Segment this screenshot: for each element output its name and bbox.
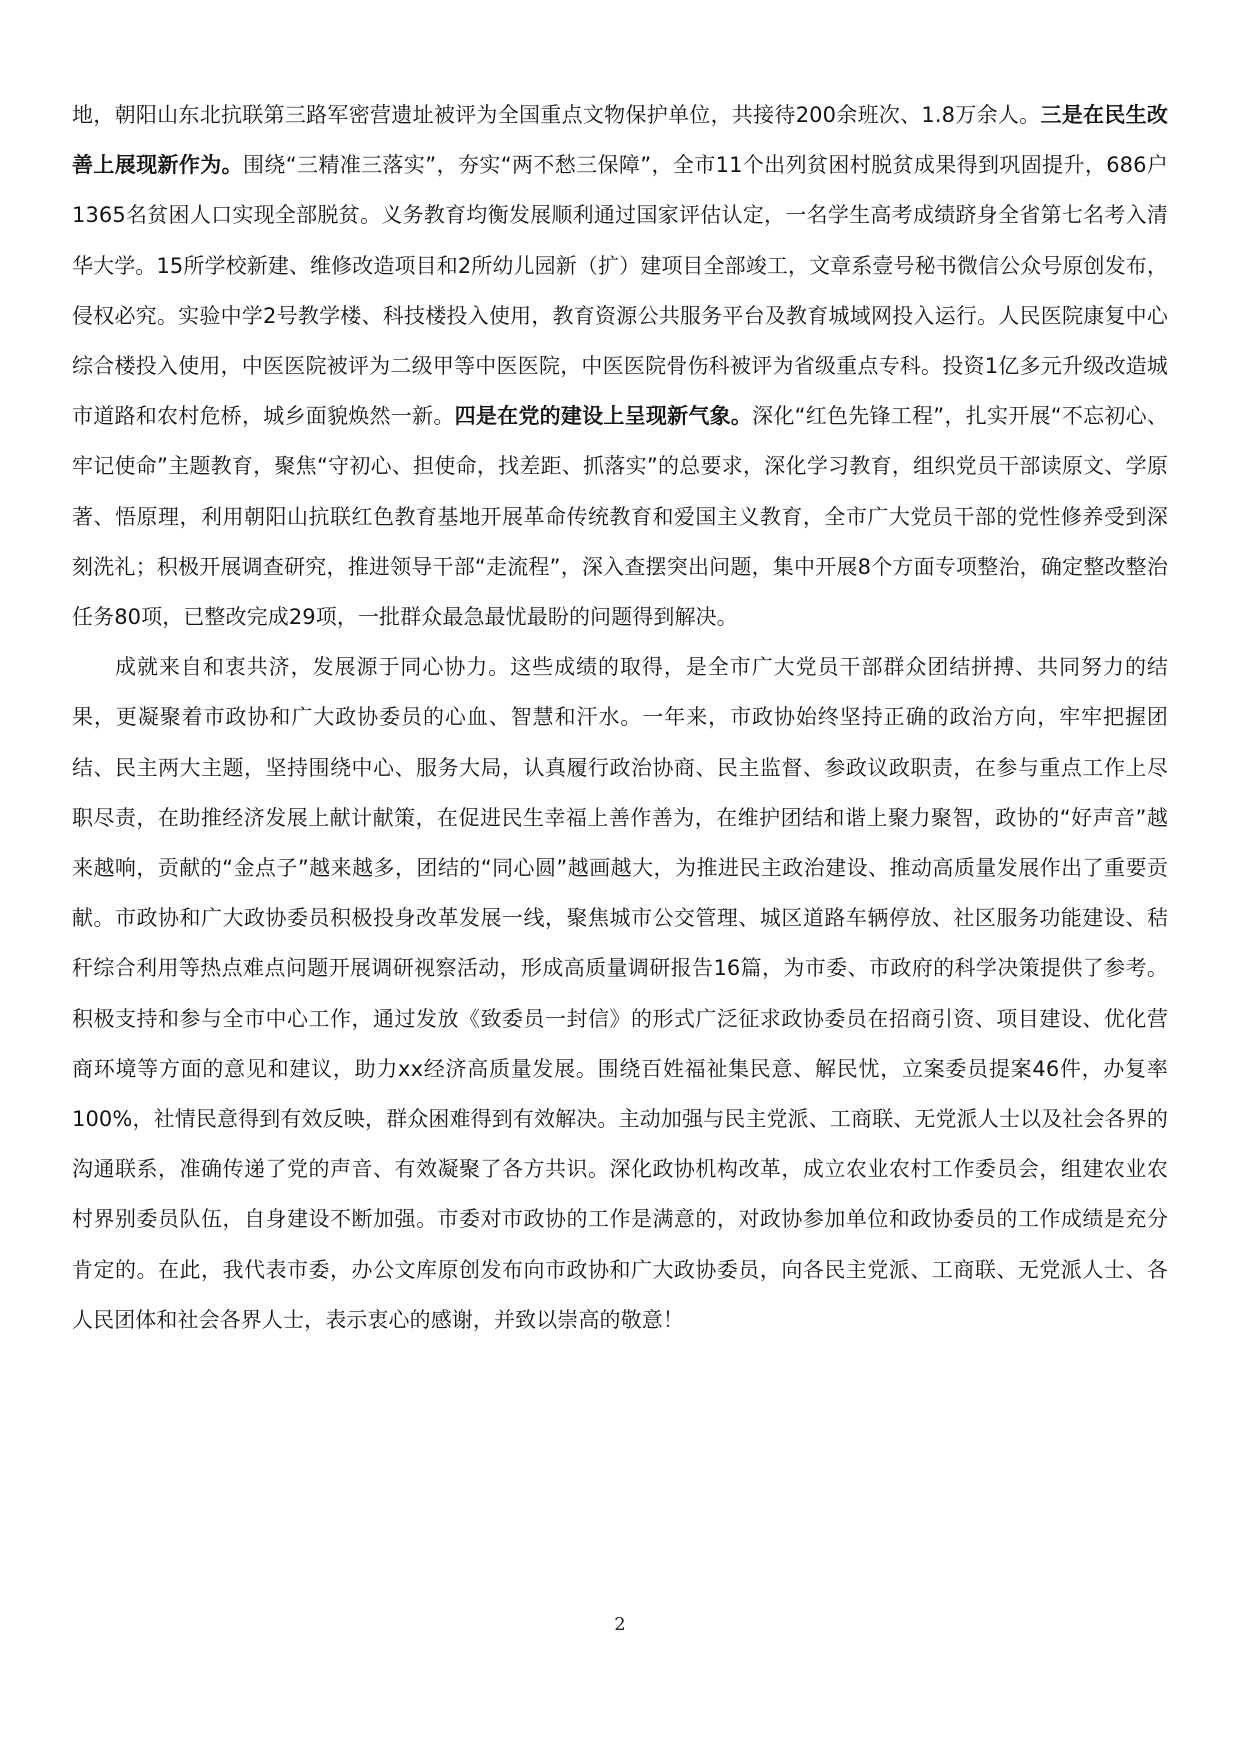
paragraph-1-text-a: 地，朝阳山东北抗联第三路军密营遗址被评为全国重点文物保护单位，共接待200余班次、1.8万余人。 [72, 103, 1041, 127]
paragraph-1-heading-four: 四是在党的建设上呈现新气象。 [454, 404, 753, 429]
document-body [72, 90, 1168, 1345]
paragraph-1-heading-three: 三是在民生改善上展现新作为。 [72, 103, 1168, 178]
paragraph-1-text-c: 深化“红色先锋工程”，扎实开展“不忘初心、牢记使命”主题教育，聚焦“守初心、担使命，找差距、抓落实”的总要求，深化学习教育，组织党员干部读原文、学原著、悟原理，利用朝阳山抗联红色教育基地开展革命传统教育和爱国主义教育，全市广大党员干部的党性修养受到深刻洗礼；积极开展调查研究，推进领导干部“走流程”，深入查摆突出问题，集中开展8个方面专项整治，确定整改整治任务80项，已整改完成29项，一批群众最急最忧最盼的问题得到解决。 [72, 404, 1168, 630]
paragraph-1-text-b: 围绕“三精准三落实”，夯实“两不愁三保障”，全市11个出列贫困村脱贫成果得到巩固提升，686户1365名贫困人口实现全部脱贫。义务教育均衡发展顺利通过国家评估认定，一名学生高考成绩跻身全省第七名考入清华大学。15所学校新建、维修改造项目和2所幼儿园新（扩）建项目全部竣工，文章系壹号秘书微信公众号原创发布，侵权必究。实验中学2号教学楼、科技楼投入使用，教育资源公共服务平台及教育城域网投入运行。人民医院康复中心综合楼投入使用，中医医院被评为二级甲等中医医院，中医医院骨伤科被评为省级重点专科。投资1亿多元升级改造城市道路和农村危桥，城乡面貌焕然一新。 [72, 153, 1168, 429]
page-number: 2 [614, 1614, 626, 1635]
paragraph-2: 成就来自和衷共济，发展源于同心协力。这些成绩的取得，是全市广大党员干部群众团结拼搏、共同努力的结果，更凝聚着市政协和广大政协委员的心血、智慧和汗水。一年来，市政协始终坚持正确的政治方向，牢牢把握团结、民主两大主题，坚持围绕中心、服务大局，认真履行政治协商、民主监督、参政议政职责，在参与重点工作上尽职尽责，在助推经济发展上献计献策，在促进民生幸福上善作善为，在维护团结和谐上聚力聚智，政协的“好声音”越来越响，贡献的“金点子”越来越多，团结的“同心圆”越画越大，为推进民主政治建设、推动高质量发展作出了重要贡献。市政协和广大政协委员积极投身改革发展一线，聚焦城市公交管理、城区道路车辆停放、社区服务功能建设、秸秆综合利用等热点难点问题开展调研视察活动，形成高质量调研报告16篇，为市委、市政府的科学决策提供了参考。积极支持和参与全市中心工作，通过发放《致委员一封信》的形式广泛征求政协委员在招商引资、项目建设、优化营商环境等方面的意见和建议，助力xx经济高质量发展。围绕百姓福祉集民意、解民忧，立案委员提案46件，办复率100%，社情民意得到有效反映，群众困难得到有效解决。主动加强与民主党派、工商联、无党派人士以及社会各界的沟通联系，准确传递了党的声音、有效凝聚了各方共识。深化政协机构改革，成立农业农村工作委员会，组建农业农村界别委员队伍，自身建设不断加强。市委对市政协的工作是满意的，对政协参加单位和政协委员的工作成绩是充分肯定的。在此，我代表市委，办公文库原创发布向市政协和广大政协委员，向各民主党派、工商联、无党派人士、各人民团体和社会各界人士，表示衷心的感谢，并致以崇高的敬意！ [72, 655, 1168, 1332]
paragraph-1 [72, 90, 1168, 642]
